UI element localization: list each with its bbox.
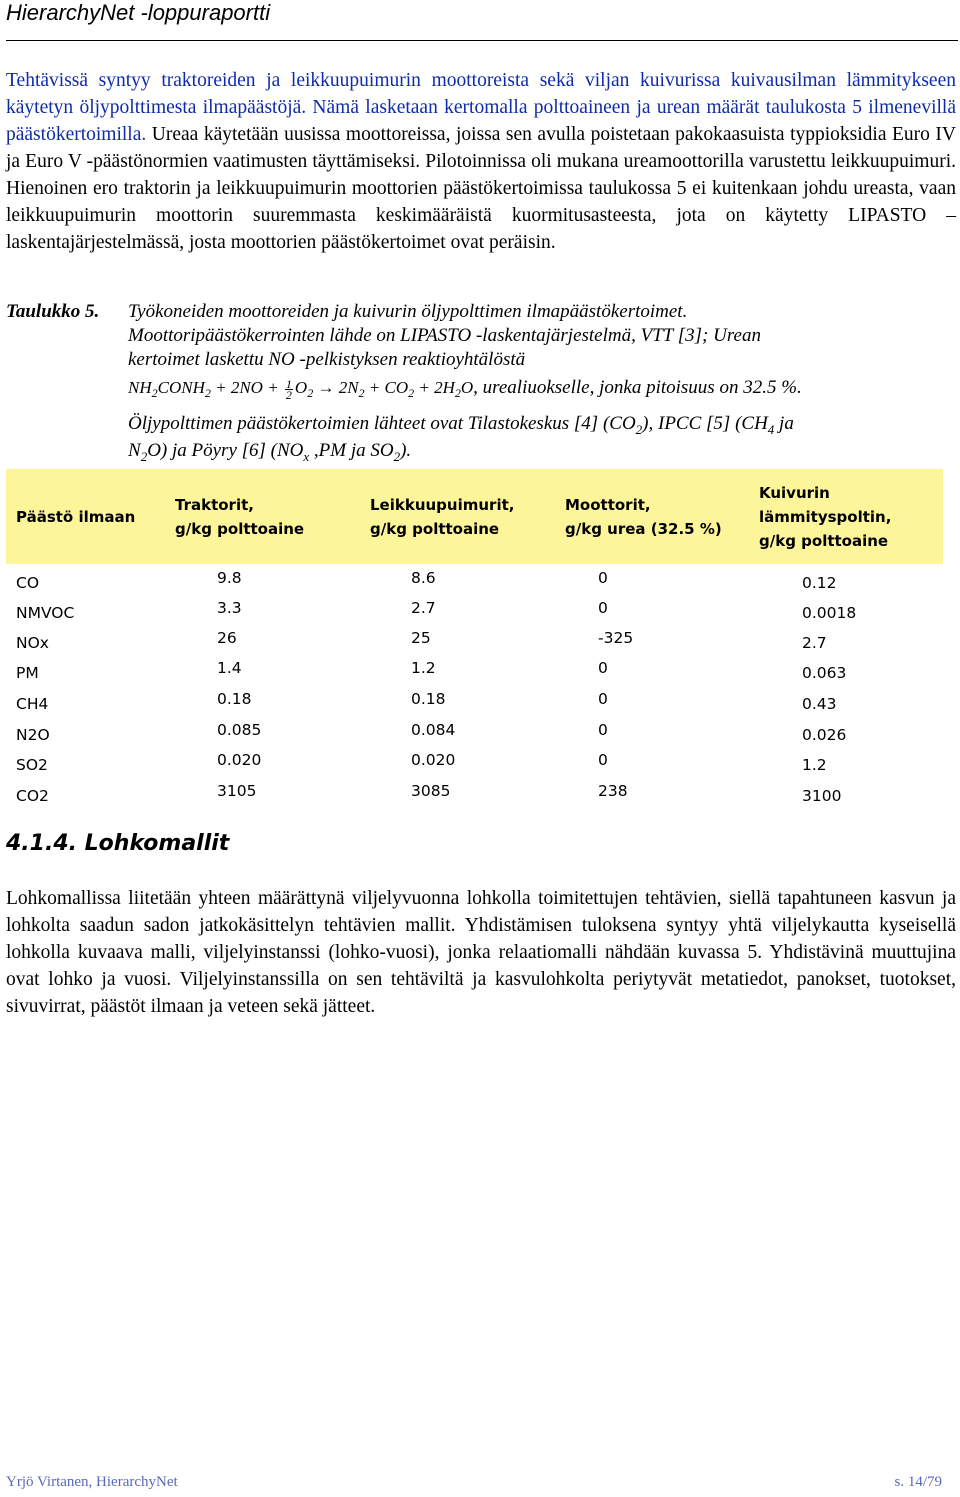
header-line: Kuivurin [759, 484, 830, 502]
formula-subscript: 2 [408, 386, 415, 400]
emission-name-cell: NOx [16, 634, 49, 652]
formula-text: O [294, 378, 308, 397]
formula-text: NH [128, 378, 152, 397]
formula-text: O [460, 378, 474, 397]
table-row [6, 630, 943, 660]
footer-author: Yrjö Virtanen, HierarchyNet [6, 1474, 178, 1490]
header-line: Moottorit, [565, 496, 651, 514]
table-row [6, 660, 943, 690]
combine-value-cell: 0.18 [411, 690, 446, 708]
dryer-value-cell: 1.2 [802, 756, 827, 774]
caption-text: N [128, 440, 141, 461]
caption-line [128, 439, 948, 464]
tractor-value-cell: 0.18 [217, 690, 252, 708]
caption-subscript: 4 [767, 422, 775, 437]
engine-value-cell: 0 [598, 569, 608, 587]
combine-value-cell: 3085 [411, 782, 451, 800]
dryer-value-cell: 0.063 [802, 664, 847, 682]
caption-text: Öljypolttimen päästökertoimien lähteet ovat Tilastokeskus [4] (CO [128, 413, 636, 434]
caption-line: Työkoneiden moottoreiden ja kuivurin öljypolttimen ilmapäästökertoimet. [128, 301, 688, 322]
combine-value-cell: 2.7 [411, 599, 436, 617]
caption-line [128, 412, 948, 437]
formula-subscript: 2 [454, 386, 461, 400]
formula-text: + 2NO + [210, 378, 283, 397]
tractor-value-cell: 26 [217, 629, 237, 647]
column-header-emission [16, 505, 135, 529]
combine-value-cell: 0.020 [411, 751, 456, 769]
dryer-value-cell: 0.026 [802, 726, 847, 744]
footer-page-number: s. 14/79 [894, 1474, 942, 1490]
table-row [6, 600, 943, 630]
header-rule [6, 40, 958, 41]
column-header-tractors [175, 493, 304, 541]
engine-value-cell: 0 [598, 599, 608, 617]
emission-name-cell: NMVOC [16, 604, 75, 622]
header-line: g/kg polttoaine [175, 520, 305, 538]
caption-line: kertoimet laskettu NO -pelkistyksen reaktioyhtälöstä [128, 349, 526, 370]
dryer-value-cell: 0.43 [802, 695, 837, 713]
dryer-value-cell: 2.7 [802, 634, 827, 652]
dryer-value-cell: 3100 [802, 787, 842, 805]
formula-text: + CO [364, 378, 409, 397]
section-heading: 4.1.4. Lohkomallit [6, 831, 230, 856]
header-line: g/kg polttoaine [759, 532, 889, 550]
formula-subscript: 2 [307, 386, 314, 400]
header-line: lämmityspoltin, [759, 508, 892, 526]
formula-subscript: 2 [204, 386, 211, 400]
engine-value-cell: -325 [598, 629, 634, 647]
header-line: g/kg polttoaine [370, 520, 500, 538]
emission-table-header [6, 469, 943, 564]
header-line: g/kg urea (32.5 %) [565, 520, 722, 538]
engine-value-cell: 238 [598, 782, 628, 800]
engine-value-cell: 0 [598, 751, 608, 769]
emission-name-cell: PM [16, 664, 39, 682]
formula-text: + 2H [414, 378, 455, 397]
intro-paragraph [6, 67, 956, 256]
dryer-value-cell: 0.12 [802, 574, 837, 592]
caption-text: ), IPCC [5] (CH [642, 413, 768, 434]
caption-text: ,PM ja SO [309, 440, 394, 461]
page-header-title: HierarchyNet -loppuraportti [6, 0, 271, 25]
formula-trailing-text: , urealiuokselle, jonka pitoisuus on 32.5 %. [473, 377, 802, 398]
reaction-formula [128, 376, 948, 406]
formula-text: CONH [157, 378, 205, 397]
header-line: Traktorit, [175, 496, 254, 514]
engine-value-cell: 0 [598, 659, 608, 677]
table-row [6, 722, 943, 752]
column-header-combine [370, 493, 514, 541]
intro-paragraph-part3: Hienoinen ero traktorin ja leikkuupuimurin moottorien päästökertoimissa taulukossa 5 ei kuitenkaan johdu ureasta, vaan leikkuupuimurin moottorin suuremmasta keskimääräistä kuormitusasteesta, jota on käytetty LIPASTO – laskentajärjestelmässä, josta moottorien päästökertoimet ovat peräisin. [6, 178, 956, 253]
dryer-value-cell: 0.0018 [802, 604, 857, 622]
tractor-value-cell: 1.4 [217, 659, 242, 677]
combine-value-cell: 0.084 [411, 721, 456, 739]
emission-name-cell: N2O [16, 726, 50, 744]
caption-line: Moottoripäästökerrointen lähde on LIPASTO -laskentajärjestelmä, VTT [3]; Urean [128, 325, 761, 346]
caption-label: Taulukko 5. [6, 301, 100, 322]
section-paragraph: Lohkomallissa liitetään yhteen määrättynä viljelyvuonna lohkolla toimitettujen tehtävien, siellä tapahtuneen kasvun ja lohkolta saadun sadon jatkokäsittelyn tehtävien mallit. Yhdistämisen tuloksena syntyy yhtä viljelykautta kyseisellä lohkolla kuvaava malli, viljelyinstanssi (lohko-vuosi), jonka relaatiomalli nähdään kuvassa 5. Yhdistävinä muuttujina ovat lohko ja vuosi. Viljelyinstanssilla on sen tehtäviltä ja kasvulohkolta periytyvät metatiedot, panokset, tuotokset, sivuvirrat, päästöt ilmaan ja veteen sekä jätteet. [6, 888, 956, 1017]
caption-subscript: 2 [140, 449, 148, 464]
table-row [6, 783, 943, 813]
emission-name-cell: CH4 [16, 695, 49, 713]
intro-paragraph-part1: Tehtävissä syntyy traktoreiden ja leikkuupuimurin moottoreista sekä viljan kuivurissa kuivausilman lämmitykseen käytetyn öljypolttimesta ilmapäästöjä. Nämä lasketaan kertomalla polttoaineen ja urean määrät taulukosta 5 ilmenevillä päästökertoimilla. [6, 70, 956, 145]
tractor-value-cell: 3105 [217, 782, 257, 800]
caption-body [128, 300, 948, 464]
caption-subscript: 2 [635, 422, 643, 437]
fraction-denominator: 2 [285, 387, 292, 402]
formula-fraction [285, 376, 293, 402]
formula-subscript: 2 [151, 386, 158, 400]
table-row [6, 570, 943, 600]
emission-name-cell: SO2 [16, 756, 48, 774]
combine-value-cell: 1.2 [411, 659, 436, 677]
table-row [6, 752, 943, 782]
fraction-numerator: 1 [285, 376, 292, 391]
caption-subscript: 2 [393, 449, 401, 464]
column-header-dryer [759, 481, 891, 553]
table-row [6, 691, 943, 721]
header-line: Päästö ilmaan [16, 508, 136, 526]
caption-text: ja [774, 413, 794, 434]
tractor-value-cell: 0.020 [217, 751, 262, 769]
caption-text: ). [400, 440, 412, 461]
formula-subscript: 2 [358, 386, 365, 400]
header-line: Leikkuupuimurit, [370, 496, 515, 514]
intro-paragraph-part2: Ureaa käytetään uusissa moottoreissa, joissa sen avulla poistetaan pakokaasuista typpioksidia Euro IV ja Euro V -päästönormien vaatimusten täyttämiseksi. Pilotoinnissa oli mukana ureamoottorilla varustettu leikkuupuimuri. [6, 124, 957, 172]
combine-value-cell: 25 [411, 629, 431, 647]
engine-value-cell: 0 [598, 721, 608, 739]
engine-value-cell: 0 [598, 690, 608, 708]
combine-value-cell: 8.6 [411, 569, 436, 587]
tractor-value-cell: 3.3 [217, 599, 242, 617]
caption-subscript: x [303, 449, 310, 464]
formula-arrow: → 2N [313, 378, 359, 397]
caption-text: O) ja Pöyry [6] (NO [147, 440, 304, 461]
tractor-value-cell: 9.8 [217, 569, 242, 587]
column-header-engines [565, 493, 722, 541]
tractor-value-cell: 0.085 [217, 721, 262, 739]
emission-name-cell: CO [16, 574, 40, 592]
emission-name-cell: CO2 [16, 787, 49, 805]
